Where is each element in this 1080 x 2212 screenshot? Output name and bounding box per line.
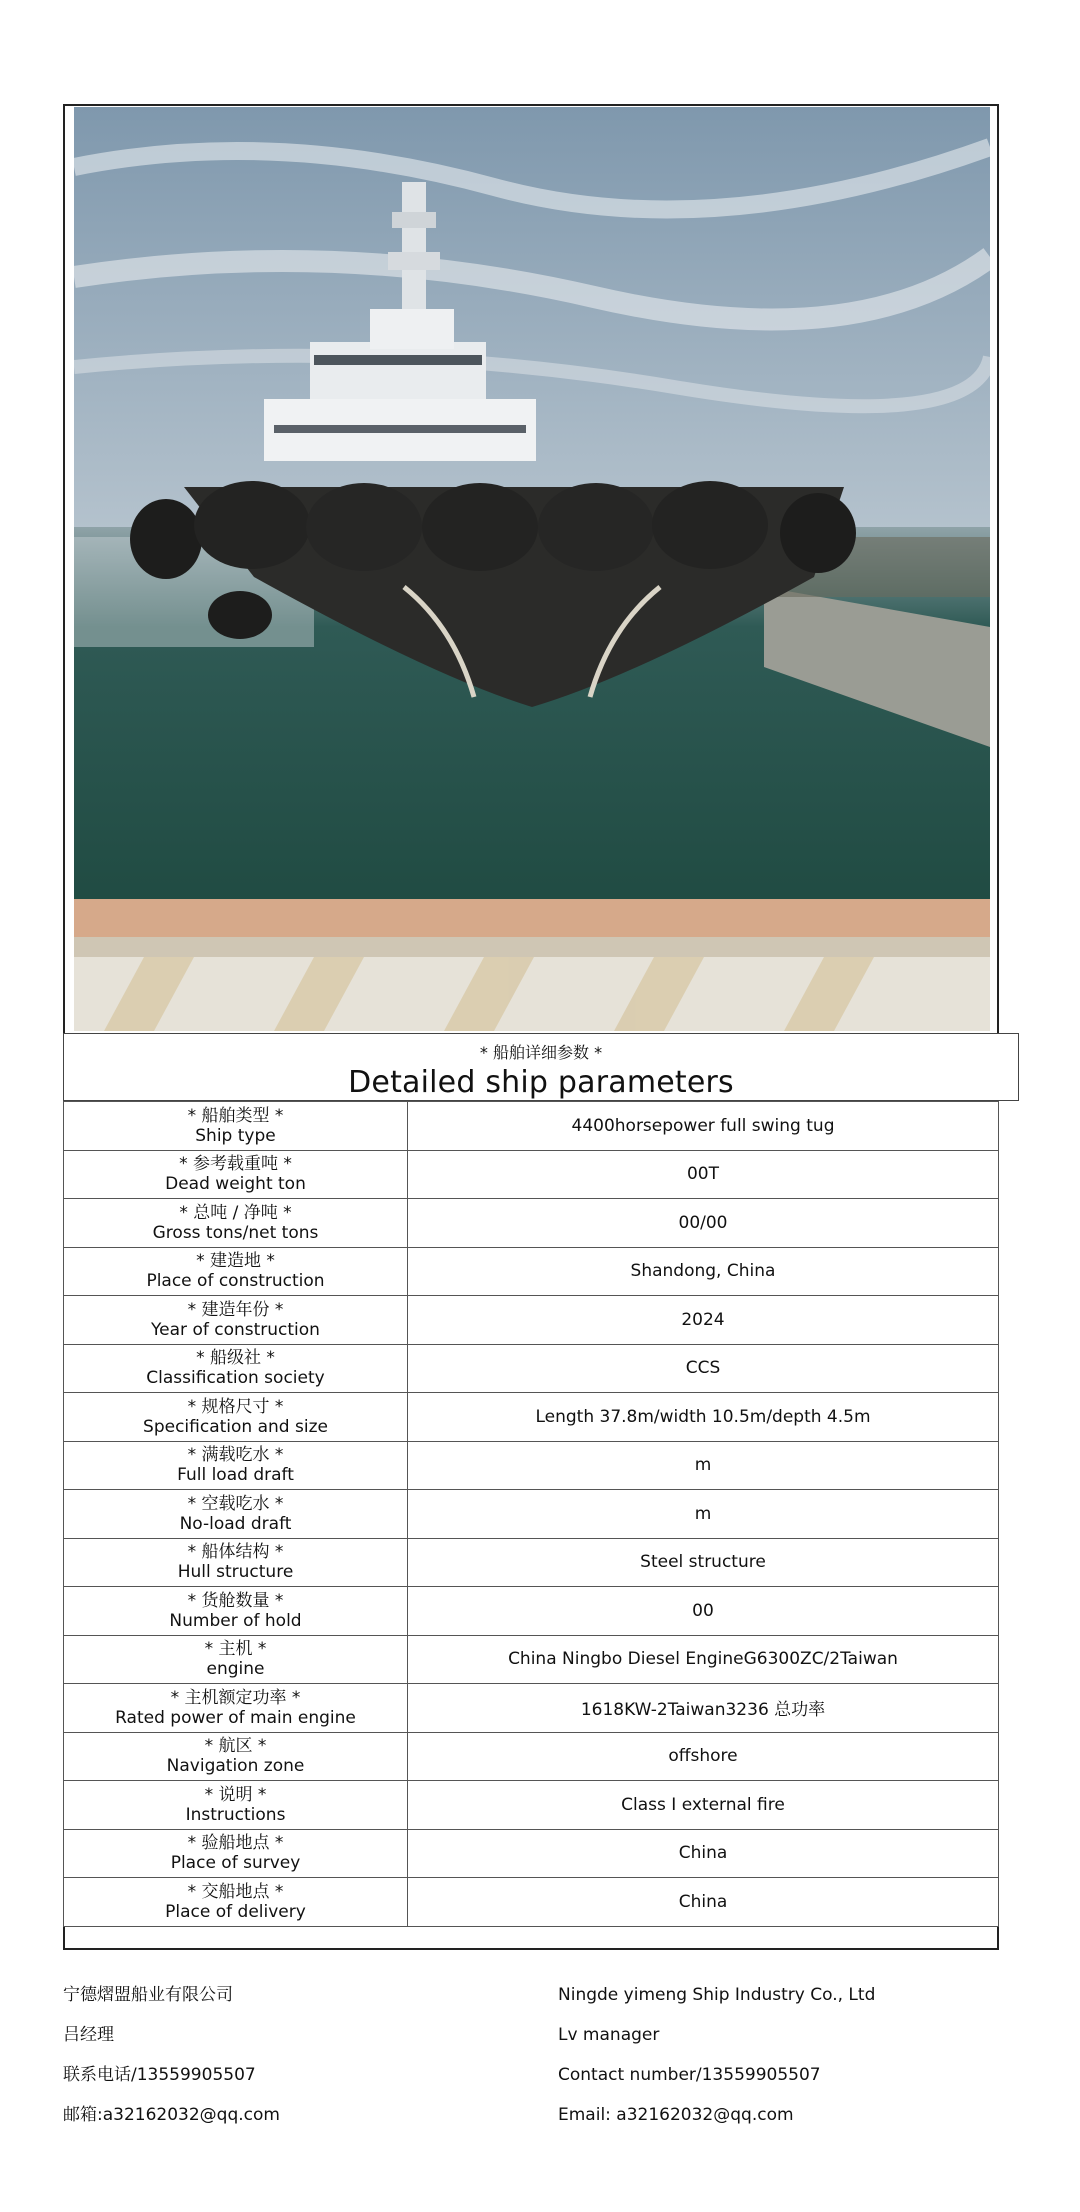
table-row (64, 1684, 999, 1733)
header-title-cn: * 船舶详细参数 * (479, 1043, 603, 1062)
param-label (64, 1538, 408, 1587)
ship-parameters-table (63, 1101, 999, 1927)
param-label-cn: * 船级社 * (196, 1348, 275, 1369)
manager-en: Lv manager (558, 2025, 660, 2045)
param-label-en: Specification and size (143, 1416, 328, 1437)
param-label (64, 1150, 408, 1199)
param-label-cn: * 主机额定功率 * (170, 1687, 301, 1708)
header-title-en: Detailed ship parameters (348, 1065, 734, 1100)
table-row (64, 1635, 999, 1684)
param-label-en: Rated power of main engine (115, 1707, 356, 1728)
param-label (64, 1684, 408, 1733)
param-label (64, 1732, 408, 1781)
param-label (64, 1490, 408, 1539)
param-value: Class I external fire (408, 1781, 999, 1830)
param-value: m (408, 1441, 999, 1490)
param-label (64, 1296, 408, 1345)
param-value: offshore (408, 1732, 999, 1781)
param-label (64, 1344, 408, 1393)
table-row (64, 1102, 999, 1151)
param-label-en: Place of construction (146, 1271, 325, 1292)
param-label (64, 1393, 408, 1442)
param-label-en: Classification society (146, 1368, 325, 1389)
param-label-en: Gross tons/net tons (152, 1222, 319, 1243)
footer-left (63, 1975, 280, 2135)
param-label-cn: * 建造年份 * (187, 1299, 284, 1320)
param-label-cn: * 总吨 / 净吨 * (179, 1202, 292, 1223)
param-label-en: Year of construction (151, 1319, 320, 1340)
param-value: China Ningbo Diesel EngineG6300ZC/2Taiwan (408, 1635, 999, 1684)
table-row (64, 1344, 999, 1393)
param-value: 1618KW-2Taiwan3236 总功率 (408, 1684, 999, 1733)
table-row (64, 1781, 999, 1830)
param-label-cn: * 空载吃水 * (187, 1493, 284, 1514)
param-label (64, 1102, 408, 1151)
param-label-en: Navigation zone (166, 1756, 305, 1777)
param-label-en: engine (206, 1659, 265, 1680)
param-value: m (408, 1490, 999, 1539)
param-label-en: No-load draft (179, 1513, 292, 1534)
param-label-en: Dead weight ton (165, 1174, 306, 1195)
param-label (64, 1829, 408, 1878)
table-row (64, 1587, 999, 1636)
param-label-cn: * 航区 * (204, 1736, 267, 1757)
param-value: Steel structure (408, 1538, 999, 1587)
param-label-en: Ship type (195, 1125, 276, 1146)
email-cn: 邮箱:a32162032@qq.com (63, 2105, 280, 2125)
param-label-cn: * 参考载重吨 * (179, 1154, 292, 1175)
table-row (64, 1538, 999, 1587)
email-en: Email: a32162032@qq.com (558, 2105, 794, 2125)
phone-cn: 联系电话/13559905507 (63, 2065, 256, 2085)
param-label (64, 1587, 408, 1636)
param-label-cn: * 交船地点 * (187, 1881, 284, 1902)
param-value: 00 (408, 1587, 999, 1636)
table-row (64, 1441, 999, 1490)
param-label-cn: * 船体结构 * (187, 1542, 284, 1563)
tugboat-image (74, 107, 990, 1031)
param-label-en: Hull structure (177, 1562, 294, 1583)
phone-en: Contact number/13559905507 (558, 2065, 821, 2085)
param-label-en: Instructions (185, 1804, 286, 1825)
param-label-cn: * 满载吃水 * (187, 1445, 284, 1466)
param-value: China (408, 1878, 999, 1927)
param-value: 4400horsepower full swing tug (408, 1102, 999, 1151)
table-row (64, 1393, 999, 1442)
param-label-cn: * 建造地 * (196, 1251, 275, 1272)
param-label-cn: * 船舶类型 * (187, 1105, 284, 1126)
param-label-cn: * 规格尺寸 * (187, 1396, 284, 1417)
table-row (64, 1247, 999, 1296)
param-label-cn: * 验船地点 * (187, 1833, 284, 1854)
param-label (64, 1878, 408, 1927)
company-name-cn: 宁德熠盟船业有限公司 (63, 1985, 233, 2005)
param-value: Shandong, China (408, 1247, 999, 1296)
params-header (63, 1033, 1019, 1101)
param-label (64, 1247, 408, 1296)
table-row (64, 1732, 999, 1781)
table-row (64, 1199, 999, 1248)
param-label (64, 1199, 408, 1248)
table-row (64, 1296, 999, 1345)
param-label-en: Full load draft (177, 1465, 294, 1486)
table-row (64, 1150, 999, 1199)
param-label-cn: * 主机 * (204, 1639, 267, 1660)
company-name-en: Ningde yimeng Ship Industry Co., Ltd (558, 1985, 876, 2005)
table-row (64, 1829, 999, 1878)
param-label-cn: * 说明 * (204, 1784, 267, 1805)
param-value: CCS (408, 1344, 999, 1393)
param-label (64, 1441, 408, 1490)
param-label-cn: * 货舱数量 * (187, 1590, 284, 1611)
param-value: Length 37.8m/width 10.5m/depth 4.5m (408, 1393, 999, 1442)
footer-right (558, 1975, 875, 2135)
table-row (64, 1878, 999, 1927)
param-label-en: Place of delivery (165, 1901, 306, 1922)
param-value: 00T (408, 1150, 999, 1199)
param-label-en: Number of hold (169, 1610, 302, 1631)
param-label-en: Place of survey (170, 1853, 301, 1874)
table-row (64, 1490, 999, 1539)
param-label (64, 1635, 408, 1684)
param-value: 2024 (408, 1296, 999, 1345)
ship-photo (74, 107, 990, 1031)
param-label (64, 1781, 408, 1830)
param-value: China (408, 1829, 999, 1878)
manager-cn: 吕经理 (63, 2025, 114, 2045)
param-value: 00/00 (408, 1199, 999, 1248)
